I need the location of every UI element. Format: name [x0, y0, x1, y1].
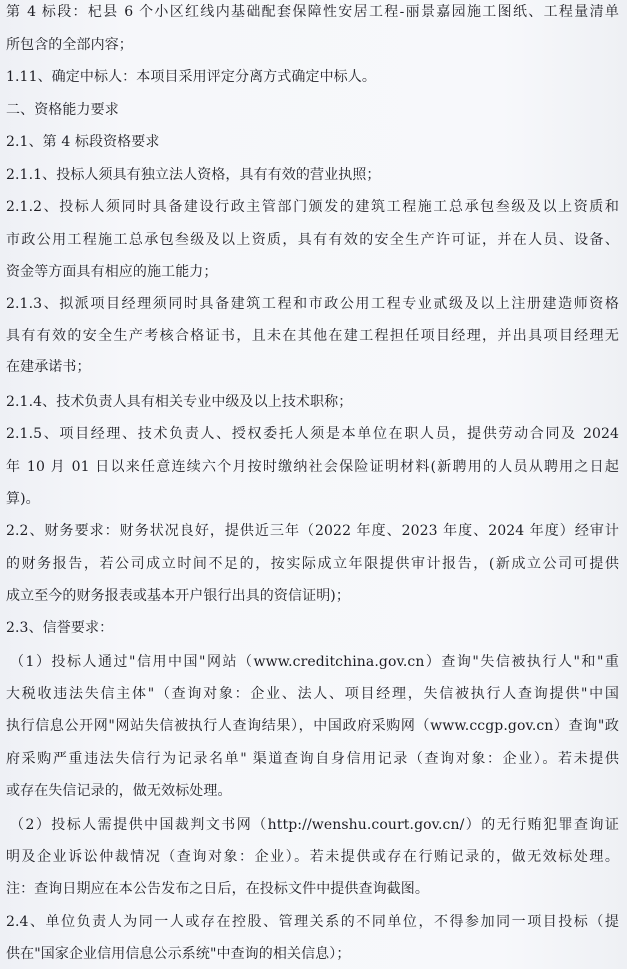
section-heading: 二、资格能力要求 — [6, 102, 119, 118]
text-line: 2.1.4、技术负责人具有相关专业中级及以上技术职称； — [6, 394, 353, 410]
text-line: 第 4 标段：杞县 6 个小区红线内基础配套保障性安居工程-丽景嘉园施工图纸、工程量清单 — [6, 4, 619, 20]
text-line: 的财务报告，若公司成立时间不足的，按实际成立年限提供审计报告，(新成立公司可提供 — [6, 556, 619, 572]
text-line: 或存在失信记录的，做无效标处理。 — [6, 783, 232, 799]
text-line: 执行信息公开网"网站失信被执行人查询结果），中国政府采购网（www.ccgp.gov.cn）查询"政 — [6, 718, 619, 734]
text-line: 年 10 月 01 日以来任意连续六个月按时缴纳社会保险证明材料(新聘用的人员从聘用之日起 — [6, 459, 619, 475]
text-line: 明及企业诉讼仲裁情况（查询对象：企业）。若未提供或存在行贿记录的，做无效标处理。 — [6, 849, 619, 865]
note-line: 注：查询日期应在本公告发布之日后，在投标文件中提供查询截图。 — [6, 881, 429, 897]
text-line: 算)。 — [6, 491, 40, 507]
text-line: 2.4、单位负责人为同一人或存在控股、管理关系的不同单位，不得参加同一项目投标（提 — [6, 914, 619, 930]
text-line: 2.1.3、拟派项目经理须同时具备建筑工程和市政公用工程专业贰级及以上注册建造师资格 — [6, 296, 619, 312]
text-line: 供在"国家企业信用信息公示系统"中查询的相关信息）； — [6, 946, 351, 962]
text-line: 成立至今的财务报表或基本开户银行出具的资信证明)； — [6, 588, 350, 604]
text-line: 资金等方面具有相应的施工能力； — [6, 264, 218, 280]
text-line: 2.1.2、投标人须同时具备建设行政主管部门颁发的建筑工程施工总承包叁级及以上资质和 — [6, 199, 619, 215]
text-line: 府采购严重违法失信行为记录名单" 渠道查询自身信用记录（查询对象：企业）。若未提供 — [6, 751, 619, 767]
text-line: 1.11、确定中标人：本项目采用评定分离方式确定中标人。 — [6, 69, 376, 85]
text-line: 2.2、财务要求：财务状况良好，提供近三年（2022 年度、2023 年度、2024 年度）经审计 — [6, 523, 619, 539]
text-line: （1）投标人通过"信用中国"网站（www.creditchina.gov.cn）查询"失信被执行人"和"重 — [10, 654, 619, 670]
text-line: 2.1.1、投标人须具有独立法人资格，具有有效的营业执照； — [6, 167, 381, 183]
subsection-heading: 2.1、第 4 标段资格要求 — [6, 134, 160, 150]
text-line: 所包含的全部内容； — [6, 37, 133, 53]
text-line: 市政公用工程施工总承包叁级及以上资质，具有有效的安全生产许可证，并在人员、设备、 — [6, 232, 619, 248]
text-line: 大税收违法失信主体"（查询对象：企业、法人、项目经理，失信被执行人查询提供"中国 — [6, 686, 619, 702]
text-line: 2.1.5、项目经理、技术负责人、授权委托人须是本单位在职人员，提供劳动合同及 2024 — [6, 426, 619, 442]
text-line: 在建承诺书； — [6, 359, 91, 375]
text-line: （2）投标人需提供中国裁判文书网（http://wenshu.court.gov.cn/）的无行贿犯罪查询证 — [10, 817, 619, 833]
text-line: 具有有效的安全生产考核合格证书，且未在其他在建工程担任项目经理，并出具项目经理无 — [6, 328, 619, 344]
subsection-heading: 2.3、信誉要求： — [6, 620, 114, 636]
